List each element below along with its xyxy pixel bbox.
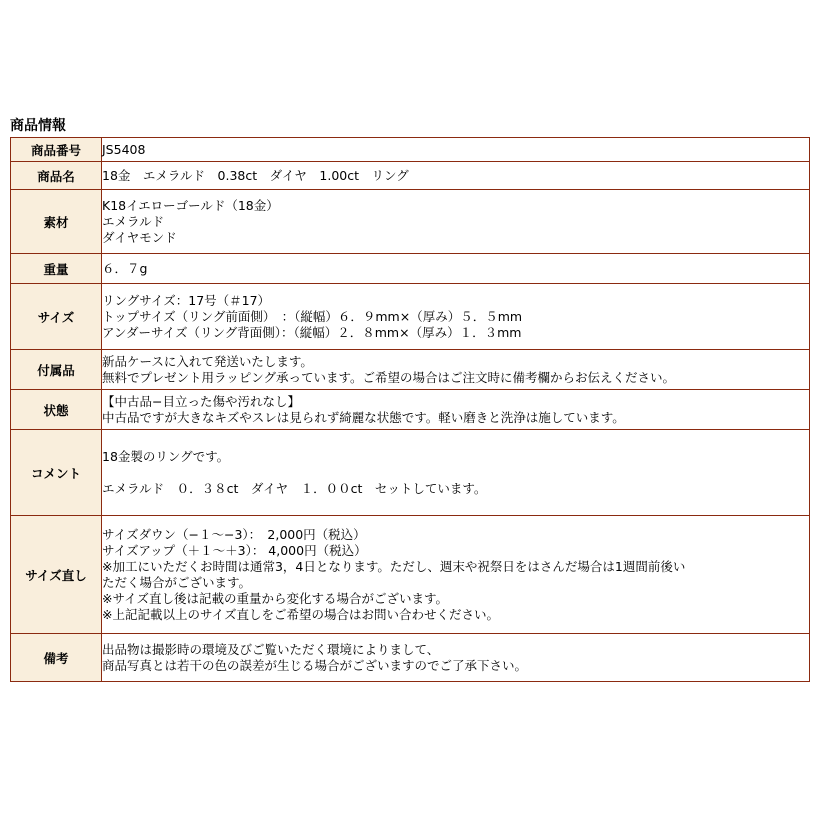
value-line: 18金 エメラルド 0.38ct ダイヤ 1.00ct リング	[102, 167, 409, 183]
value-line: 無料でプレゼント用ラッピング承っています。ご希望の場合はご注文時に備考欄からお伝えください。	[102, 369, 676, 385]
value-line: K18イエローゴールド（18金）	[102, 197, 279, 213]
row-value	[102, 350, 810, 390]
table-row	[11, 162, 810, 190]
row-value	[102, 516, 810, 634]
value-line: 商品写真とは若干の色の誤差が生じる場合がございますのでご了承下さい。	[102, 657, 528, 673]
table-row	[11, 190, 810, 254]
value-line: ※上記記載以上のサイズ直しをご希望の場合はお問い合わせください。	[102, 606, 499, 622]
product-info-section	[10, 115, 810, 682]
row-label: 付属品	[11, 350, 102, 390]
table-row	[11, 284, 810, 350]
value-line	[102, 497, 809, 513]
value-line: 18金製のリングです。	[102, 448, 230, 464]
row-label: 備考	[11, 634, 102, 682]
value-line: エメラルド ０．３８ct ダイヤ １．００ct セットしています。	[102, 480, 487, 496]
row-label: 重量	[11, 254, 102, 284]
value-line: リングサイズ：17号（＃17）	[102, 292, 271, 308]
value-line: ただく場合がございます。	[102, 574, 252, 590]
table-row	[11, 516, 810, 634]
value-line	[102, 433, 809, 449]
value-line: エメラルド	[102, 213, 165, 229]
value-line: 新品ケースに入れて発送いたします。	[102, 353, 313, 369]
value-line: アンダーサイズ（リング背面側）：（縦幅）２．８mm×（厚み）１．３mm	[102, 324, 522, 340]
section-title: 商品情報	[10, 118, 66, 134]
row-label: 素材	[11, 190, 102, 254]
value-line: ※サイズ直し後は記載の重量から変化する場合がございます。	[102, 590, 448, 606]
value-line: サイズダウン（−１〜−3）： 2,000円（税込）	[102, 526, 366, 542]
value-line	[102, 465, 809, 481]
row-value	[102, 190, 810, 254]
value-line: ダイヤモンド	[102, 229, 177, 245]
table-row	[11, 390, 810, 430]
value-line: 中古品ですが大きなキズやスレは見られず綺麗な状態です。軽い磨きと洗浄は施しています。	[102, 409, 625, 425]
value-line: 【中古品−目立った傷や汚れなし】	[102, 393, 300, 409]
row-value	[102, 138, 810, 162]
row-value	[102, 254, 810, 284]
product-info-table	[10, 137, 810, 682]
table-row	[11, 350, 810, 390]
row-label: サイズ直し	[11, 516, 102, 634]
value-line: ６．７g	[102, 260, 148, 276]
row-label: 商品名	[11, 162, 102, 190]
value-line: 出品物は撮影時の環境及びご覧いただく環境によりまして、	[102, 641, 440, 657]
row-label: サイズ	[11, 284, 102, 350]
row-label: 商品番号	[11, 138, 102, 162]
table-row	[11, 634, 810, 682]
table-row	[11, 254, 810, 284]
value-line: サイズアップ（＋１〜＋3）： 4,000円（税込）	[102, 542, 367, 558]
table-row	[11, 430, 810, 516]
table-row	[11, 138, 810, 162]
row-label: コメント	[11, 430, 102, 516]
row-value	[102, 634, 810, 682]
value-line: ※加工にいただくお時間は通常3，4日となります。ただし、週末や祝祭日をはさんだ場合は1週間前後い	[102, 558, 686, 574]
row-value	[102, 284, 810, 350]
row-value	[102, 390, 810, 430]
row-value	[102, 430, 810, 516]
row-value	[102, 162, 810, 190]
row-label: 状態	[11, 390, 102, 430]
value-line: JS5408	[102, 141, 146, 157]
value-line: トップサイズ（リング前面側） ：（縦幅）６．９mm×（厚み）５．５mm	[102, 308, 523, 324]
